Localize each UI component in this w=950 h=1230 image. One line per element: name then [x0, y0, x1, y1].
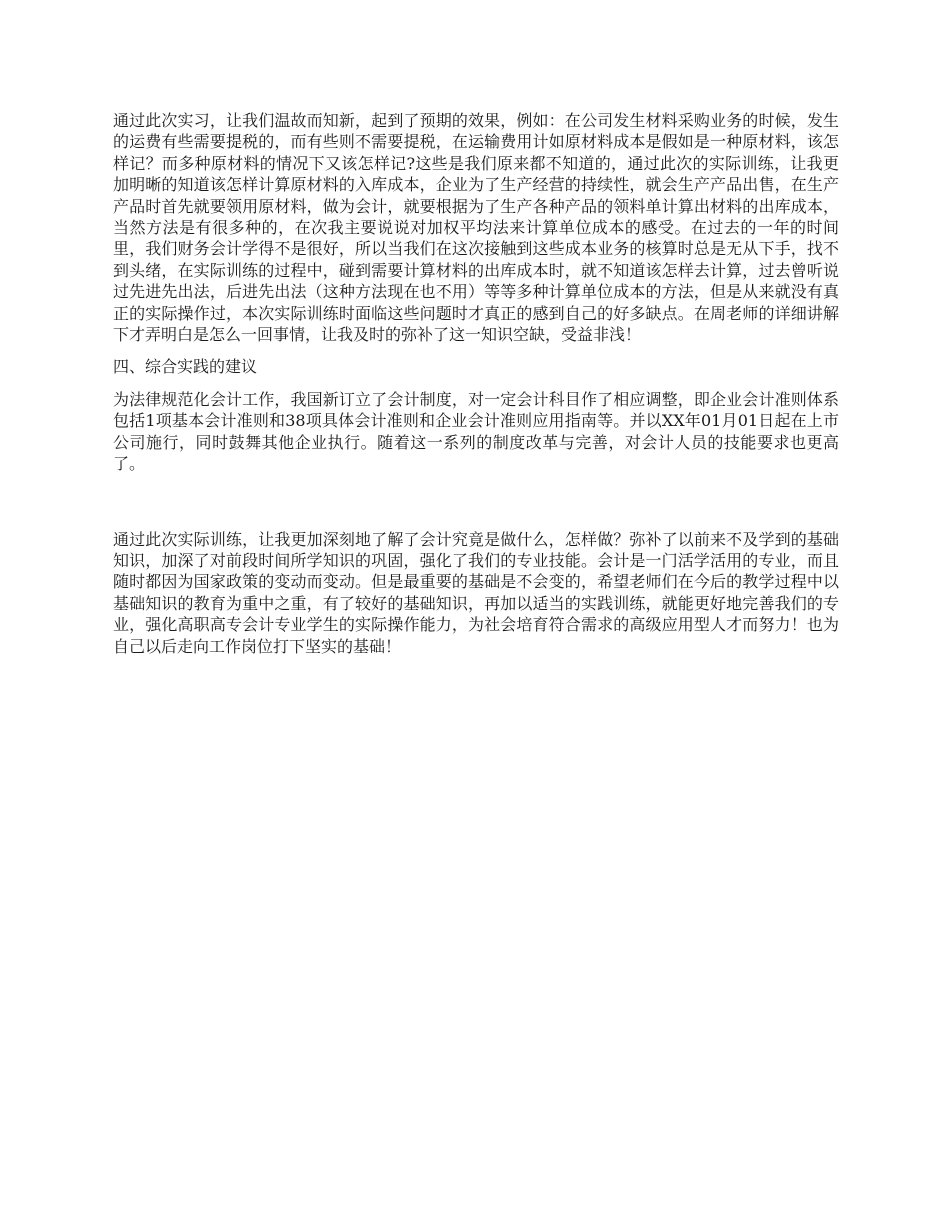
- paragraph-internship-reflection: 通过此次实习，让我们温故而知新，起到了预期的效果，例如：在公司发生材料采购业务的时候，发生的运费有些需要提税的，而有些则不需要提税，在运输费用计如原材料成本是假如是一种原材料，该怎样记？而多种原材料的情况下又该怎样记?这些是我们原来都不知道的，通过此次的实际训练，让我更加明晰的知道该怎样计算原材料的入库成本，企业为了生产经营的持续性，就会生产产品出售，在生产产品时首先就要领用原材料，做为会计，就要根据为了生产各种产品的领料单计算出材料的出库成本，当然方法是有很多种的，在次我主要说说对加权平均法来计算单位成本的感受。在过去的一年的时间里，我们财务会计学得不是很好，所以当我们在这次接触到这些成本业务的核算时总是无从下手，找不到头绪，在实际训练的过程中，碰到需要计算材料的出库成本时，就不知道该怎样去计算，过去曾听说过先进先出法，后进先出法（这种方法现在也不用）等等多种计算单位成本的方法，但是从来就没有真正的实际操作过，本次实际训练时面临这些问题时才真正的感到自己的好多缺点。在周老师的详细讲解下才弄明白是怎么一回事情，让我及时的弥补了这一知识空缺，受益非浅！: [113, 111, 839, 345]
- document-body: [113, 110, 839, 657]
- section-heading-suggestions: 四、综合实践的建议: [113, 357, 258, 377]
- blank-gap: [113, 475, 839, 529]
- paragraph-conclusion: 通过此次实际训练，让我更加深刻地了解了会计究竟是做什么，怎样做？弥补了以前来不及学到的基础知识，加深了对前段时间所学知识的巩固，强化了我们的专业技能。会计是一门活学活用的专业，而且随时都因为国家政策的变动而变动。但是最重要的基础是不会变的，希望老师们在今后的教学过程中以基础知识的教育为重中之重，有了较好的基础知识，再加以适当的实践训练，就能更好地完善我们的专业，强化高职高专会计专业学生的实际操作能力，为社会培育符合需求的高级应用型人才而努力！也为自己以后走向工作岗位打下坚实的基础！: [113, 529, 839, 656]
- paragraph-accounting-standards: 为法律规范化会计工作，我国新订立了会计制度，对一定会计科目作了相应调整，即企业会计准则体系包括1项基本会计准则和38项具体会计准则和企业会计准则应用指南等。并以XX年01月01日起在上市公司施行，同时鼓舞其他企业执行。随着这一系列的制度改革与完善，对会计人员的技能要求也更高了。: [113, 389, 839, 474]
